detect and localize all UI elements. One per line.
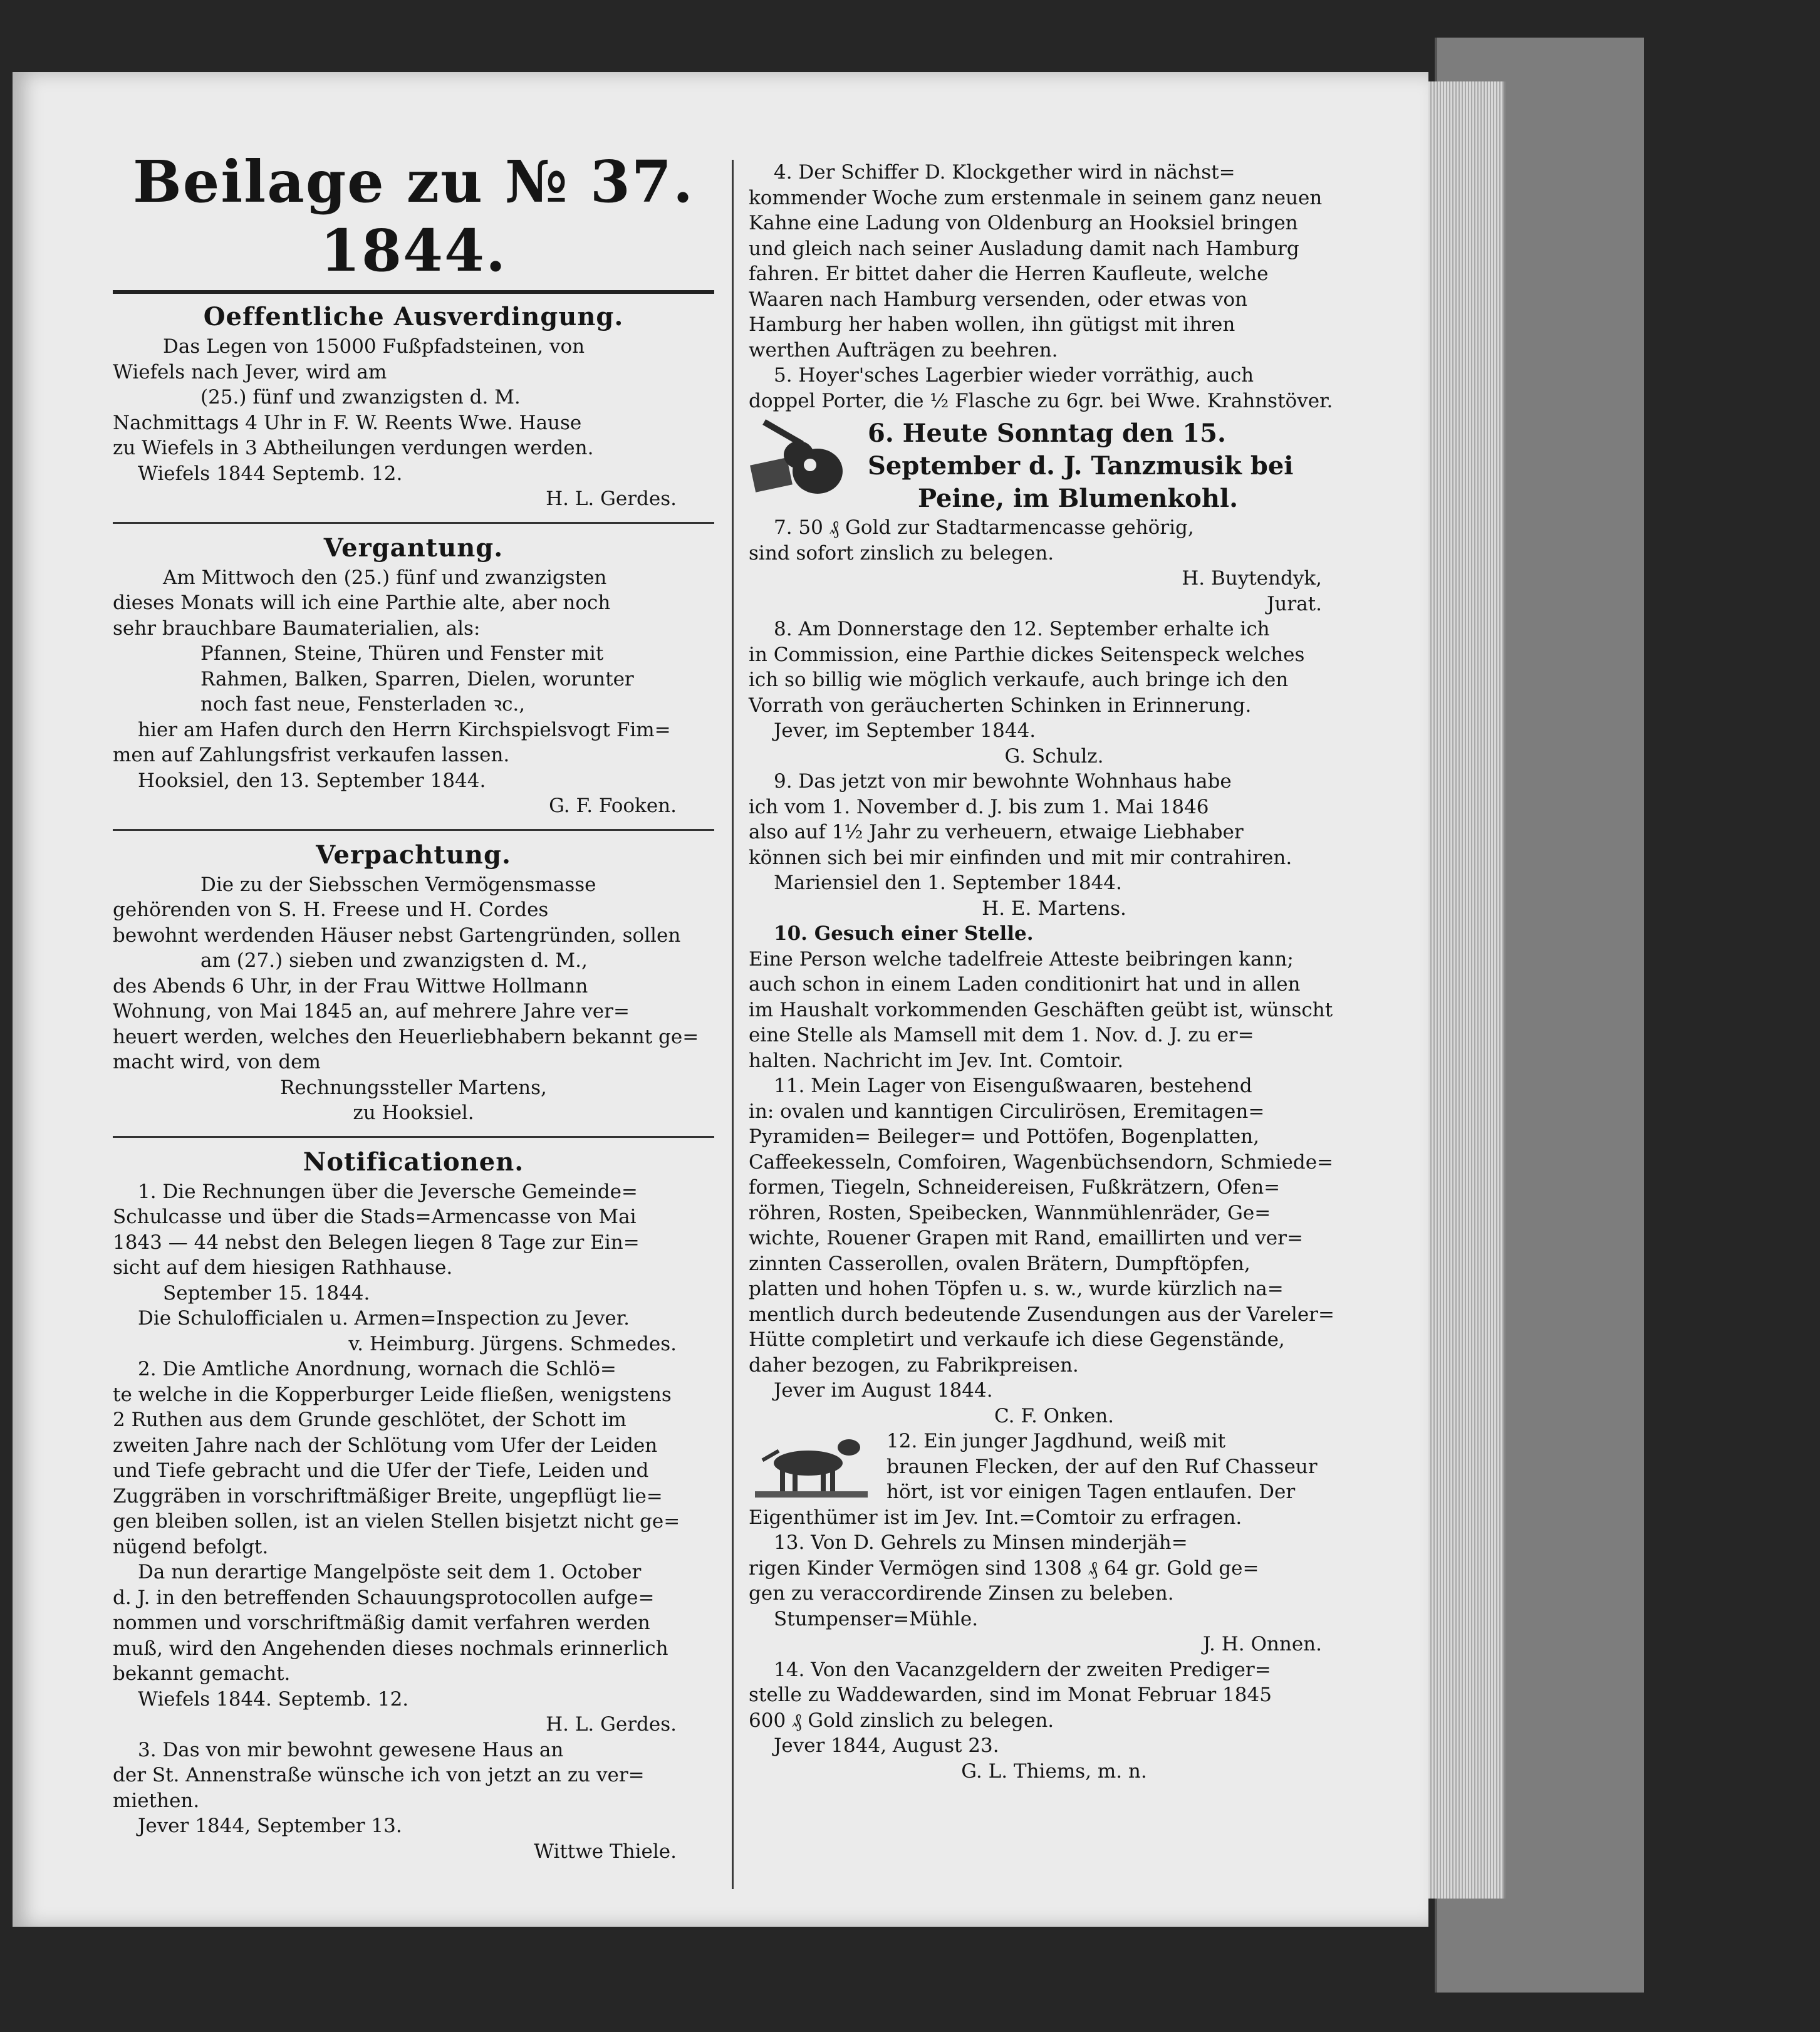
text-line: Mariensiel den 1. September 1844. bbox=[774, 872, 1122, 894]
dance-line: 6. Heute Sonntag den 15. bbox=[868, 419, 1226, 448]
text-line: Jever, im September 1844. bbox=[774, 719, 1036, 742]
text-line: nommen und vorschriftmäßig damit verfahren werden bbox=[113, 1612, 650, 1634]
signature: G. Schulz. bbox=[1004, 744, 1104, 768]
text-line: 13. Von D. Gehrels zu Minsen minderjäh= bbox=[774, 1531, 1188, 1554]
masthead-rule bbox=[113, 290, 714, 294]
text-line: halten. Nachricht im Jev. Int. Comtoir. bbox=[749, 1049, 1124, 1072]
text-line: September 15. 1844. bbox=[163, 1281, 370, 1305]
text-line: und Tiefe gebracht und die Ufer der Tiefe, Leiden und bbox=[113, 1459, 649, 1482]
text-line: des Abends 6 Uhr, in der Frau Wittwe Hollmann bbox=[113, 974, 588, 998]
text-line: platten und hohen Töpfen u. s. w., wurde kürzlich na= bbox=[749, 1278, 1284, 1300]
text-line: fahren. Er bittet daher die Herren Kaufleute, welche bbox=[749, 263, 1269, 285]
text-line: im Haushalt vorkommenden Geschäften geübt ist, wünscht bbox=[749, 998, 1333, 1021]
text-line: Wiefels 1844 Septemb. 12. bbox=[138, 462, 403, 485]
text-line: Caffeekesseln, Comfoiren, Wagenbüchsendorn, Schmiede= bbox=[749, 1150, 1334, 1174]
text-line: gehörenden von S. H. Freese und H. Cordes bbox=[113, 899, 549, 921]
text-line: können sich bei mir einfinden und mit mir contrahiren. bbox=[749, 846, 1292, 869]
dance-line: September d. J. Tanzmusik bei bbox=[868, 451, 1294, 481]
signature: Wittwe Thiele. bbox=[534, 1840, 677, 1863]
text-line: Hooksiel, den 13. September 1844. bbox=[138, 769, 486, 792]
text-line: Jever im August 1844. bbox=[774, 1379, 993, 1402]
text-line: stelle zu Waddewarden, sind im Monat Februar 1845 bbox=[749, 1684, 1272, 1706]
signature: C. F. Onken. bbox=[994, 1404, 1115, 1427]
text-line: macht wird, von dem bbox=[113, 1051, 321, 1073]
text-line: formen, Tiegeln, Schneidereisen, Fußkrätzern, Ofen= bbox=[749, 1176, 1281, 1199]
text-line: Vorrath von geräucherten Schinken in Erinnerung. bbox=[749, 694, 1252, 717]
signature: G. F. Fooken. bbox=[549, 795, 677, 817]
text-line: 8. Am Donnerstage den 12. September erhalte ich bbox=[774, 618, 1270, 640]
text-line: zu Wiefels in 3 Abtheilungen verdungen werden. bbox=[113, 437, 594, 459]
guitar-icon bbox=[749, 417, 855, 505]
dog-notice bbox=[749, 1429, 1360, 1505]
text-line: sehr brauchbare Baumaterialien, als: bbox=[113, 617, 481, 640]
text-line: Am Mittwoch den (25.) fünf und zwanzigsten bbox=[163, 566, 607, 589]
text-line: werthen Aufträgen zu beehren. bbox=[749, 338, 1058, 362]
text-line: daher bezogen, zu Fabrikpreisen. bbox=[749, 1353, 1079, 1377]
text-line: men auf Zahlungsfrist verkaufen lassen. bbox=[113, 744, 510, 766]
text-line: 600 ₰ Gold zinslich zu belegen. bbox=[749, 1709, 1054, 1732]
text-line: bewohnt werdenden Häuser nebst Gartengründen, sollen bbox=[113, 924, 681, 947]
text-line: (25.) fünf und zwanzigsten d. M. bbox=[200, 386, 521, 409]
text-line: Das Legen von 15000 Fußpfadsteinen, von bbox=[163, 335, 585, 358]
text-line: eine Stelle als Mamsell mit dem 1. Nov. d. J. zu er= bbox=[749, 1024, 1254, 1046]
dance-line: Peine, im Blumenkohl. bbox=[918, 484, 1239, 513]
masthead-title: Beilage zu № 37. 1844. bbox=[133, 148, 694, 284]
text-line: Da nun derartige Mangelpöste seit dem 1. October bbox=[138, 1561, 642, 1583]
signature: J. H. Onnen. bbox=[1203, 1633, 1322, 1655]
signature: Jurat. bbox=[1266, 592, 1322, 615]
text-line: hört, ist vor einigen Tagen entlaufen. Der bbox=[887, 1481, 1296, 1503]
text-line: in Commission, eine Parthie dickes Seitenspeck welches bbox=[749, 643, 1305, 666]
text-line: Die Schulofficialen u. Armen=Inspection zu Jever. bbox=[138, 1307, 630, 1330]
text-line: te welche in die Kopperburger Leide fließen, wenigstens bbox=[113, 1383, 672, 1406]
text-line: 11. Mein Lager von Eisengußwaaren, bestehend bbox=[774, 1075, 1252, 1097]
section-heading: Vergantung. bbox=[323, 533, 504, 563]
dance-notice bbox=[749, 417, 1360, 515]
text-line: Schulcasse und über die Stads=Armencasse von Mai bbox=[113, 1206, 637, 1228]
text-line: nügend befolgt. bbox=[113, 1535, 269, 1558]
text-line: Hütte completirt und verkaufe ich diese Gegenstände, bbox=[749, 1328, 1285, 1351]
signature: G. L. Thiems, m. n. bbox=[961, 1759, 1147, 1783]
text-line: Rahmen, Balken, Sparren, Dielen, worunter bbox=[200, 667, 634, 690]
signature: v. Heimburg. Jürgens. Schmedes. bbox=[348, 1332, 677, 1355]
text-line: Hamburg her haben wollen, ihn gütigst mit ihren bbox=[749, 313, 1235, 336]
text-line: Wiefels 1844. Septemb. 12. bbox=[138, 1687, 409, 1711]
text-line: 2. Die Amtliche Anordnung, wornach die Schlö= bbox=[138, 1358, 616, 1380]
newspaper-page bbox=[13, 72, 1428, 1927]
text-line: 2 Ruthen aus dem Grunde geschlötet, der Schott im bbox=[113, 1409, 627, 1431]
signature: zu Hooksiel. bbox=[353, 1102, 474, 1124]
text-line: heuert werden, welches den Heuerliebhabern bekannt ge= bbox=[113, 1025, 699, 1048]
right-column bbox=[749, 160, 1360, 1784]
text-line: dieses Monats will ich eine Parthie alte, aber noch bbox=[113, 591, 611, 614]
text-line: miethen. bbox=[113, 1789, 200, 1812]
text-line: 12. Ein junger Jagdhund, weiß mit bbox=[887, 1430, 1226, 1452]
text-line: ich vom 1. November d. J. bis zum 1. Mai 1846 bbox=[749, 795, 1209, 818]
text-line: 9. Das jetzt von mir bewohnte Wohnhaus habe bbox=[774, 770, 1232, 793]
text-line: doppel Porter, die ½ Flasche zu 6gr. bei Wwe. Krahnstöver. bbox=[749, 389, 1333, 412]
section-rule bbox=[113, 829, 714, 831]
text-line: Jever 1844, August 23. bbox=[774, 1734, 999, 1757]
signature: H. L. Gerdes. bbox=[546, 487, 677, 510]
text-line: 5. Hoyer'sches Lagerbier wieder vorräthig, auch bbox=[774, 364, 1254, 387]
section-heading: Oeffentliche Ausverdingung. bbox=[203, 302, 624, 331]
text-line: 4. Der Schiffer D. Klockgether wird in nächst= bbox=[774, 161, 1235, 184]
text-line: ich so billig wie möglich verkaufe, auch bringe ich den bbox=[749, 669, 1289, 691]
text-line: Pyramiden= Beileger= und Pottöfen, Bogenplatten, bbox=[749, 1125, 1259, 1148]
text-line: Kahne eine Ladung von Oldenburg an Hooksiel bringen bbox=[749, 212, 1298, 234]
column-divider bbox=[732, 160, 734, 1889]
page-edges bbox=[1422, 81, 1505, 1899]
text-line: in: ovalen und kanntigen Circulirösen, Eremitagen= bbox=[749, 1100, 1265, 1123]
text-line: 7. 50 ₰ Gold zur Stadtarmencasse gehörig, bbox=[774, 516, 1194, 539]
text-line: Stumpenser=Mühle. bbox=[774, 1607, 979, 1630]
section-heading: Notificationen. bbox=[303, 1147, 524, 1177]
left-column bbox=[113, 147, 714, 1864]
text-line: 14. Von den Vacanzgeldern der zweiten Prediger= bbox=[774, 1658, 1271, 1681]
text-line: sind sofort zinslich zu belegen. bbox=[749, 541, 1054, 565]
text-line: muß, wird den Angehenden dieses nochmals erinnerlich bbox=[113, 1637, 668, 1660]
signature: Rechnungssteller Martens, bbox=[280, 1076, 547, 1099]
text-line: Waaren nach Hamburg versenden, oder etwas von bbox=[749, 288, 1247, 311]
text-line: d. J. in den betreffenden Schauungsprotocollen aufge= bbox=[113, 1586, 655, 1609]
text-line: sicht auf dem hiesigen Rathhause. bbox=[113, 1256, 453, 1279]
text-line: bekannt gemacht. bbox=[113, 1662, 291, 1685]
text-line: also auf 1½ Jahr zu verheuern, etwaige Liebhaber bbox=[749, 821, 1244, 843]
text-line: am (27.) sieben und zwanzigsten d. M., bbox=[200, 949, 588, 972]
text-line: 1. Die Rechnungen über die Jeversche Gemeinde= bbox=[138, 1180, 638, 1203]
text-line: 1843 — 44 nebst den Belegen liegen 8 Tage zur Ein= bbox=[113, 1231, 640, 1254]
section-heading: Verpachtung. bbox=[316, 840, 511, 870]
text-line: auch schon in einem Laden conditionirt hat und in allen bbox=[749, 973, 1301, 996]
hunting-dog-icon bbox=[749, 1429, 874, 1504]
text-line: hier am Hafen durch den Herrn Kirchspielsvogt Fim= bbox=[138, 718, 671, 741]
text-line: Jever 1844, September 13. bbox=[138, 1815, 402, 1837]
text-line: Wiefels nach Jever, wird am bbox=[113, 360, 387, 383]
text-line: mentlich durch bedeutende Zusendungen aus der Vareler= bbox=[749, 1303, 1334, 1326]
text-line: Eigenthümer ist im Jev. Int.=Comtoir zu erfragen. bbox=[749, 1506, 1242, 1529]
text-line: röhren, Rosten, Speibecken, Wannmühlenräder, Ge= bbox=[749, 1201, 1271, 1224]
text-line: und gleich nach seiner Ausladung damit nach Hamburg bbox=[749, 237, 1299, 260]
text-line: wichte, Rouener Grapen mit Rand, emaillirten und ver= bbox=[749, 1227, 1303, 1249]
text-line: gen bleiben sollen, ist an vielen Stellen bisjetzt nicht ge= bbox=[113, 1510, 680, 1533]
text-line: der St. Annenstraße wünsche ich von jetzt an zu ver= bbox=[113, 1764, 645, 1786]
signature: H. Buytendyk, bbox=[1182, 567, 1322, 590]
section-rule bbox=[113, 1136, 714, 1138]
text-line: kommender Woche zum erstenmale in seinem ganz neuen bbox=[749, 186, 1323, 209]
signature: H. E. Martens. bbox=[982, 897, 1126, 920]
text-line: Wohnung, von Mai 1845 an, auf mehrere Jahre ver= bbox=[113, 1000, 630, 1023]
text-line: Nachmittags 4 Uhr in F. W. Reents Wwe. Hause bbox=[113, 411, 582, 434]
text-line: zweiten Jahre nach der Schlötung vom Ufer der Leiden bbox=[113, 1434, 658, 1457]
text-line: noch fast neue, Fensterladen ꝛc., bbox=[200, 693, 526, 716]
text-line: Zuggräben in vorschriftmäßiger Breite, ungepflügt lie= bbox=[113, 1484, 663, 1508]
text-line: Pfannen, Steine, Thüren und Fenster mit bbox=[200, 642, 604, 665]
text-line: Eine Person welche tadelfreie Atteste beibringen kann; bbox=[749, 947, 1294, 971]
text-line: rigen Kinder Vermögen sind 1308 ₰ 64 gr. Gold ge= bbox=[749, 1556, 1259, 1580]
text-line: gen zu veraccordirende Zinsen zu beleben. bbox=[749, 1582, 1174, 1605]
signature: H. L. Gerdes. bbox=[546, 1713, 677, 1736]
text-line: zinnten Casserollen, ovalen Brätern, Dumpftöpfen, bbox=[749, 1252, 1251, 1275]
section-rule bbox=[113, 522, 714, 524]
text-line: Die zu der Siebsschen Vermögensmasse bbox=[200, 873, 596, 896]
text-line: braunen Flecken, der auf den Ruf Chasseur bbox=[887, 1455, 1318, 1478]
notice-title: 10. Gesuch einer Stelle. bbox=[774, 922, 1034, 945]
text-line: 3. Das von mir bewohnt gewesene Haus an bbox=[138, 1738, 564, 1761]
